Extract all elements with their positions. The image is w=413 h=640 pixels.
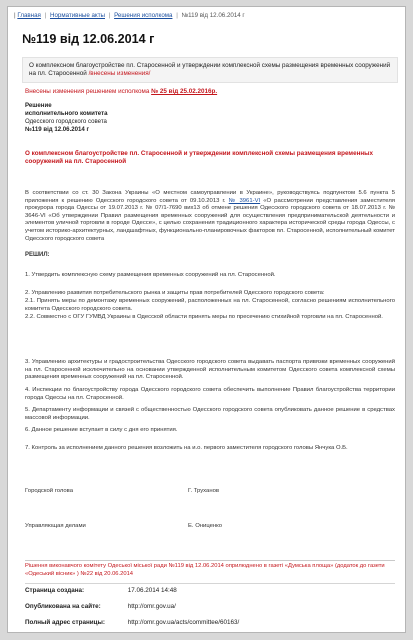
page-title: №119 від 12.06.2014 г [22, 32, 155, 46]
meta-address [25, 619, 239, 626]
point-1: 1. Утвердить комплексную схему размещения временных сооружений на пл. Старосенной. [25, 272, 276, 278]
signature-name-manager: Е. Ониценко [188, 523, 223, 529]
preamble [25, 190, 395, 243]
header-line-committee: исполнительного комитета [25, 110, 108, 117]
point-3: 3. Управлению архитектуры и градостроительства Одесского городского совета выдавать паспорта привязки временных сооружений на пл. Старосенной исключительно на основании утвержденной исполнительным комитетом Одесского совета комплексной схемы размещения временных сооружений на пл. Старосенной. [25, 359, 395, 381]
amendment-prefix: Внесены изменения решением исполкома [25, 88, 150, 95]
meta-address-value[interactable]: http://omr.gov.ua/acts/committee/60163/ [127, 619, 240, 626]
header-line-council: Одесского городского совета [25, 118, 107, 125]
preamble-text-1: В соответствии со ст. 30 Закона Украины «О местном самоуправлении в Украине», руководствуясь подпунктом 5.6 пункта 5 приложения к решению Одесского городского совета от 09.10.2013 г. [25, 190, 395, 204]
preamble-link[interactable]: № 3961-VI [228, 197, 261, 204]
amendment-link[interactable]: № 25 від 25.02.2016р. [151, 88, 218, 95]
signature-name-mayor: Г. Труханов [188, 488, 219, 494]
meta-site [25, 603, 176, 610]
preamble-text-2: «О рассмотрении представления заместителя прокурора города Одессы от 19.07.2013 г. № 07/1-7690 вих13 об отмене решения Одесского городского совета от 18.07.2013 г. № 3646-VI «Об утверждении Правил размещения временных сооружений для осуществления предпринимательской деятельности и элементов уличной торговли в городе Одессе», с целью сохранения традиционного характера исторической среды города Одессы, с учетом историко-архитектурных, ландшафтных, функционально-планировочных факторов пл. Старосенной, исполнительный комитет Одесского городского совета [25, 197, 396, 242]
point-2-1: 2.1. Принять меры по демонтажу временных сооружений, расположенных на пл. Старосенной, согласно решениям исполнительного комитета Одесского городского совета. [25, 298, 395, 312]
amendment-note [25, 88, 217, 95]
breadcrumb-link-normative-acts[interactable]: Нормативные акты [49, 12, 105, 19]
meta-divider [25, 583, 395, 584]
point-2-2: 2.2. Совместно с ОГУ ГУМВД Украины в Одесской области принять меры по пресечению стихийной торговли на пл. Старосенной. [25, 314, 383, 320]
summary-note: /внесены изменения/ [88, 70, 151, 77]
meta-created [25, 587, 177, 594]
resolved-heading: РЕШИЛ: [25, 252, 50, 258]
header-line-decision: Решение [25, 102, 52, 109]
point-5: 5. Департаменту информации и связей с общественностью Одесского городского совета опубликовать данное решение в средствах массовой информации. [25, 407, 395, 421]
meta-address-label: Полный адрес страницы: [25, 619, 105, 626]
decision-header [25, 102, 107, 134]
point-7: 7. Контроль за исполнением данного решения возложить на и.о. первого заместителя городского головы Янчука О.Б. [25, 445, 348, 451]
header-line-number: №119 від 12.06.2014 г [25, 126, 90, 133]
summary-box [22, 57, 398, 83]
meta-created-label: Страница создана: [25, 587, 85, 594]
decision-subject: О комплексном благоустройстве пл. Старосенной и утверждении комплексной схемы размещения временных сооружений на пл. Старосенной [25, 150, 374, 166]
breadcrumb-link-home[interactable]: Главная [17, 12, 41, 19]
signature-role-mayor: Городской голова [25, 488, 74, 494]
point-6: 6. Данное решение вступает в силу с дня его принятия. [25, 427, 178, 433]
breadcrumb-link-committee-decisions[interactable]: Решения исполкома [114, 12, 173, 19]
meta-site-label: Опубликована на сайте: [25, 603, 101, 610]
meta-created-value: 17.06.2014 14:48 [127, 587, 177, 594]
point-2: 2. Управлению развития потребительского рынка и защиты прав потребителей Одесского городского совета: [25, 290, 325, 296]
document-page [7, 6, 406, 633]
meta-site-value[interactable]: http://omr.gov.ua/ [127, 603, 176, 610]
publication-note: Рішення виконавчого комітету Одеської міської ради №119 від 12.06.2014 оприлюднено в газеті «Думська площа» (додаток до газети «Одеський вісник» ) №22 від 20.06.2014 [25, 560, 395, 578]
point-4: 4. Инспекции по благоустройству города Одесского городского совета обеспечить выполнение Правил благоустройства территории города Одессы на пл. Старосенной. [25, 387, 395, 401]
breadcrumb: | Главная | Нормативные акты | Решения исполкома | №119 від 12.06.2014 г [14, 12, 245, 19]
summary-text: О комплексном благоустройстве пл. Старосенной и утверждении комплексной схемы размещения временных сооружений на пл. Старосенной [29, 62, 391, 77]
signature-role-manager: Управляющая делами [25, 523, 86, 529]
breadcrumb-current: №119 від 12.06.2014 г [181, 12, 245, 19]
